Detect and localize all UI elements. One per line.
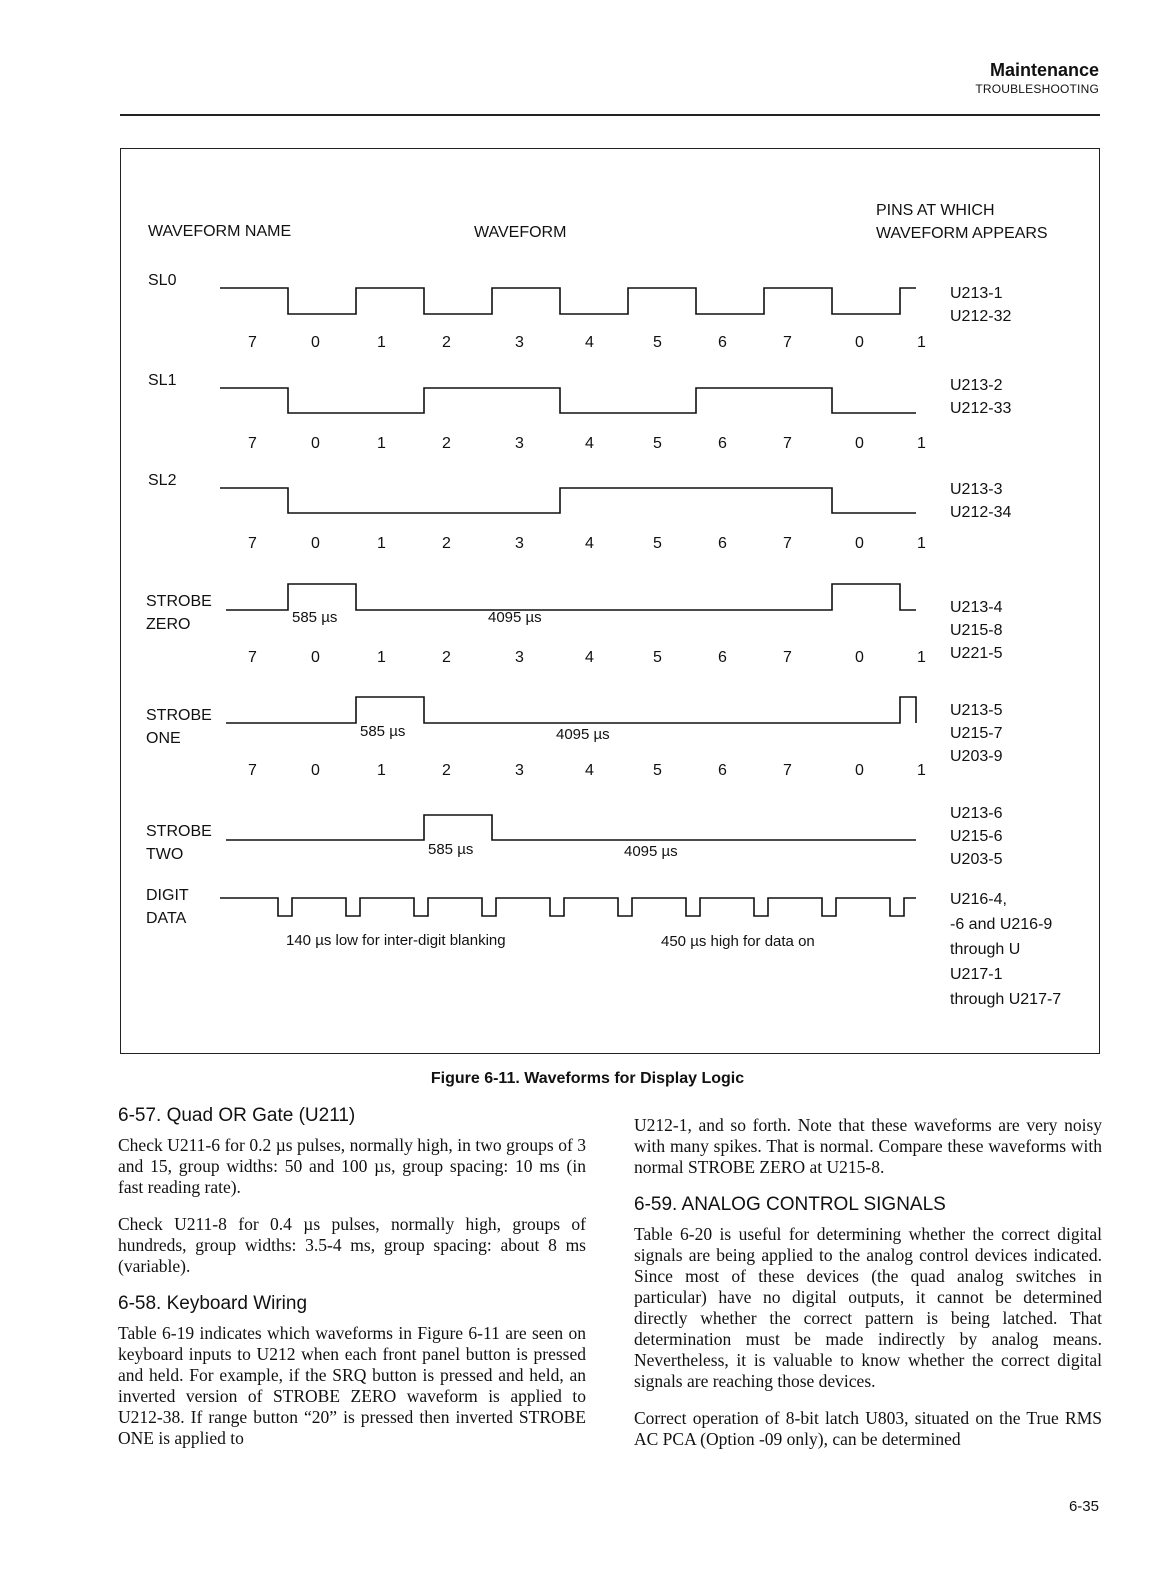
waveform-figure <box>120 148 1100 1054</box>
sl0-slot-8: 7 <box>783 334 792 351</box>
sl2-slot-10: 1 <box>917 535 926 552</box>
sl0-slot-10: 1 <box>917 334 926 351</box>
sl1-slot-4: 3 <box>515 435 524 452</box>
waveform-strobe-one <box>226 697 916 723</box>
strobe-one-slot-4: 3 <box>515 762 524 779</box>
left-column <box>118 1105 586 1449</box>
pin-label-3-0: U213-4 <box>950 599 1003 616</box>
pin-label-6-4: through U217-7 <box>950 991 1062 1008</box>
strobe-zero-slot-1: 0 <box>311 649 320 666</box>
sl2-slot-0: 7 <box>248 535 257 552</box>
sl1-slot-8: 7 <box>783 435 792 452</box>
pin-label-0-1: U212-32 <box>950 308 1012 325</box>
pin-label-2-1: U212-34 <box>950 504 1012 521</box>
strobe-one-slot-3: 2 <box>442 762 451 779</box>
pin-label-6-3: U217-1 <box>950 966 1003 983</box>
digit-data-note-low: 140 µs low for inter-digit blanking <box>286 932 506 949</box>
pin-label-4-0: U213-5 <box>950 702 1003 719</box>
pin-label-3-1: U215-8 <box>950 622 1003 639</box>
period-label: 4095 µs <box>624 843 678 860</box>
pulse-width-label: 585 µs <box>292 609 338 626</box>
strobe-one-slot-10: 1 <box>917 762 926 779</box>
pin-label-2-0: U213-3 <box>950 481 1003 498</box>
strobe-zero-slot-9: 0 <box>855 649 864 666</box>
signal-name-sl0: SL0 <box>148 272 177 289</box>
sl2-slot-6: 5 <box>653 535 662 552</box>
strobe-one-slot-8: 7 <box>783 762 792 779</box>
strobe-zero-slot-2: 1 <box>377 649 386 666</box>
sl2-slot-5: 4 <box>585 535 594 552</box>
signal-name-sl2: SL2 <box>148 472 177 489</box>
signal-name-strobe-zero-2: ZERO <box>146 616 191 633</box>
sl1-slot-2: 1 <box>377 435 386 452</box>
sl1-slot-10: 1 <box>917 435 926 452</box>
pin-label-4-1: U215-7 <box>950 725 1003 742</box>
pulse-width-label: 585 µs <box>360 723 406 740</box>
pin-label-1-0: U213-2 <box>950 377 1003 394</box>
signal-name-strobe-two-2: TWO <box>146 846 184 863</box>
para-6-58-b: U212-1, and so forth. Note that these waveforms are very noisy with many spikes. That is normal. Compare these waveforms with normal STROBE ZERO at U215-8. <box>634 1115 1102 1177</box>
strobe-one-slot-1: 0 <box>311 762 320 779</box>
signal-name-strobe-zero-1: STROBE <box>146 593 212 610</box>
para-6-57-b: Check U211-8 for 0.4 µs pulses, normally high, groups of hundreds, group widths: 3.5-4 ms, group spacing: about 8 ms (variable). <box>118 1214 586 1276</box>
strobe-zero-slot-0: 7 <box>248 649 257 666</box>
strobe-one-slot-2: 1 <box>377 762 386 779</box>
pulse-width-label: 585 µs <box>428 841 474 858</box>
strobe-one-slot-0: 7 <box>248 762 257 779</box>
strobe-zero-slot-5: 4 <box>585 649 594 666</box>
col-header-name: WAVEFORM NAME <box>148 223 292 240</box>
sl1-slot-1: 0 <box>311 435 320 452</box>
sl2-slot-2: 1 <box>377 535 386 552</box>
header-subtitle: TROUBLESHOOTING <box>975 82 1099 96</box>
para-6-59-b: Correct operation of 8-bit latch U803, situated on the True RMS AC PCA (Option -09 only), can be determined <box>634 1408 1102 1449</box>
pin-label-5-2: U203-5 <box>950 851 1003 868</box>
sl0-slot-2: 1 <box>377 334 386 351</box>
strobe-zero-slot-4: 3 <box>515 649 524 666</box>
sl2-slot-3: 2 <box>442 535 451 552</box>
sl1-slot-6: 5 <box>653 435 662 452</box>
header-title: Maintenance <box>989 60 1099 80</box>
right-column <box>634 1115 1102 1450</box>
waveform-sl2 <box>220 488 916 513</box>
figure-caption: Figure 6-11. Waveforms for Display Logic <box>430 1070 745 1087</box>
para-6-59-a: Table 6-20 is useful for determining whether the correct digital signals are being applied to the analog control devices indicated. Since most of these devices (the quad analog switches in particular) have no digital outputs, it cannot be determined directly whether the correct pattern is being latched. That determination must be made indirectly by analog means. Nevertheless, it is valuable to know whether the correct digital signals are reaching those devices. <box>634 1224 1102 1391</box>
strobe-zero-slot-7: 6 <box>718 649 727 666</box>
pin-label-0-0: U213-1 <box>950 285 1003 302</box>
waveform-digit-data <box>220 898 916 916</box>
signal-name-sl1: SL1 <box>148 372 177 389</box>
strobe-one-slot-6: 5 <box>653 762 662 779</box>
para-6-57-a: Check U211-6 for 0.2 µs pulses, normally high, in two groups of 3 and 15, group widths: 50 and 100 µs, group spacing: 10 ms (in fast reading rate). <box>118 1135 586 1197</box>
pin-label-1-1: U212-33 <box>950 400 1012 417</box>
pin-label-3-2: U221-5 <box>950 645 1003 662</box>
sl0-slot-7: 6 <box>718 334 727 351</box>
sl1-slot-5: 4 <box>585 435 594 452</box>
col-header-pins-2: WAVEFORM APPEARS <box>876 225 1048 242</box>
header-rule <box>120 114 1100 116</box>
signal-name-strobe-two-1: STROBE <box>146 823 212 840</box>
sl0-slot-1: 0 <box>311 334 320 351</box>
sl0-slot-0: 7 <box>248 334 257 351</box>
sl2-slot-8: 7 <box>783 535 792 552</box>
sl0-slot-5: 4 <box>585 334 594 351</box>
strobe-one-slot-5: 4 <box>585 762 594 779</box>
signal-name-strobe-one-2: ONE <box>146 730 181 747</box>
waveform-sl0 <box>220 288 916 314</box>
sl0-slot-3: 2 <box>442 334 451 351</box>
heading-6-59: 6-59. ANALOG CONTROL SIGNALS <box>634 1194 946 1215</box>
sl2-slot-9: 0 <box>855 535 864 552</box>
sl0-slot-6: 5 <box>653 334 662 351</box>
heading-6-57: 6-57. Quad OR Gate (U211) <box>118 1105 356 1126</box>
para-6-58-a: Table 6-19 indicates which waveforms in Figure 6-11 are seen on keyboard inputs to U212 when each front panel button is pressed and held. For example, if the SRQ button is pressed and held, an inverted version of STROBE ZERO waveform is applied to U212-38. If range button “20” is pressed then inverted STROBE ONE is applied to <box>118 1323 586 1448</box>
pin-label-6-0: U216-4, <box>950 891 1007 908</box>
sl0-slot-9: 0 <box>855 334 864 351</box>
strobe-one-slot-9: 0 <box>855 762 864 779</box>
signal-name-strobe-one-1: STROBE <box>146 707 212 724</box>
strobe-zero-slot-3: 2 <box>442 649 451 666</box>
sl1-slot-9: 0 <box>855 435 864 452</box>
strobe-zero-slot-10: 1 <box>917 649 926 666</box>
sl1-slot-7: 6 <box>718 435 727 452</box>
pin-label-5-1: U215-6 <box>950 828 1003 845</box>
sl2-slot-7: 6 <box>718 535 727 552</box>
sl1-slot-3: 2 <box>442 435 451 452</box>
waveform-sl1 <box>220 388 916 413</box>
period-label: 4095 µs <box>556 726 610 743</box>
strobe-zero-slot-6: 5 <box>653 649 662 666</box>
period-label: 4095 µs <box>488 609 542 626</box>
sl2-slot-4: 3 <box>515 535 524 552</box>
sl0-slot-4: 3 <box>515 334 524 351</box>
pin-label-5-0: U213-6 <box>950 805 1003 822</box>
strobe-zero-slot-8: 7 <box>783 649 792 666</box>
col-header-pins-1: PINS AT WHICH <box>876 202 995 219</box>
digit-data-note-high: 450 µs high for data on <box>661 933 815 950</box>
col-header-waveform: WAVEFORM <box>474 224 567 241</box>
signal-name-digit-data-1: DIGIT <box>146 887 189 904</box>
waveform-strobe-zero <box>226 584 916 610</box>
signal-name-digit-data-2: DATA <box>146 910 187 927</box>
pin-label-6-1: -6 and U216-9 <box>950 916 1053 933</box>
pin-label-6-2: through U <box>950 941 1021 958</box>
sl2-slot-1: 0 <box>311 535 320 552</box>
strobe-one-slot-7: 6 <box>718 762 727 779</box>
sl1-slot-0: 7 <box>248 435 257 452</box>
page-number: 6-35 <box>1068 1498 1099 1515</box>
waveform-strobe-two <box>226 815 916 840</box>
heading-6-58: 6-58. Keyboard Wiring <box>118 1293 308 1314</box>
pin-label-4-2: U203-9 <box>950 748 1003 765</box>
